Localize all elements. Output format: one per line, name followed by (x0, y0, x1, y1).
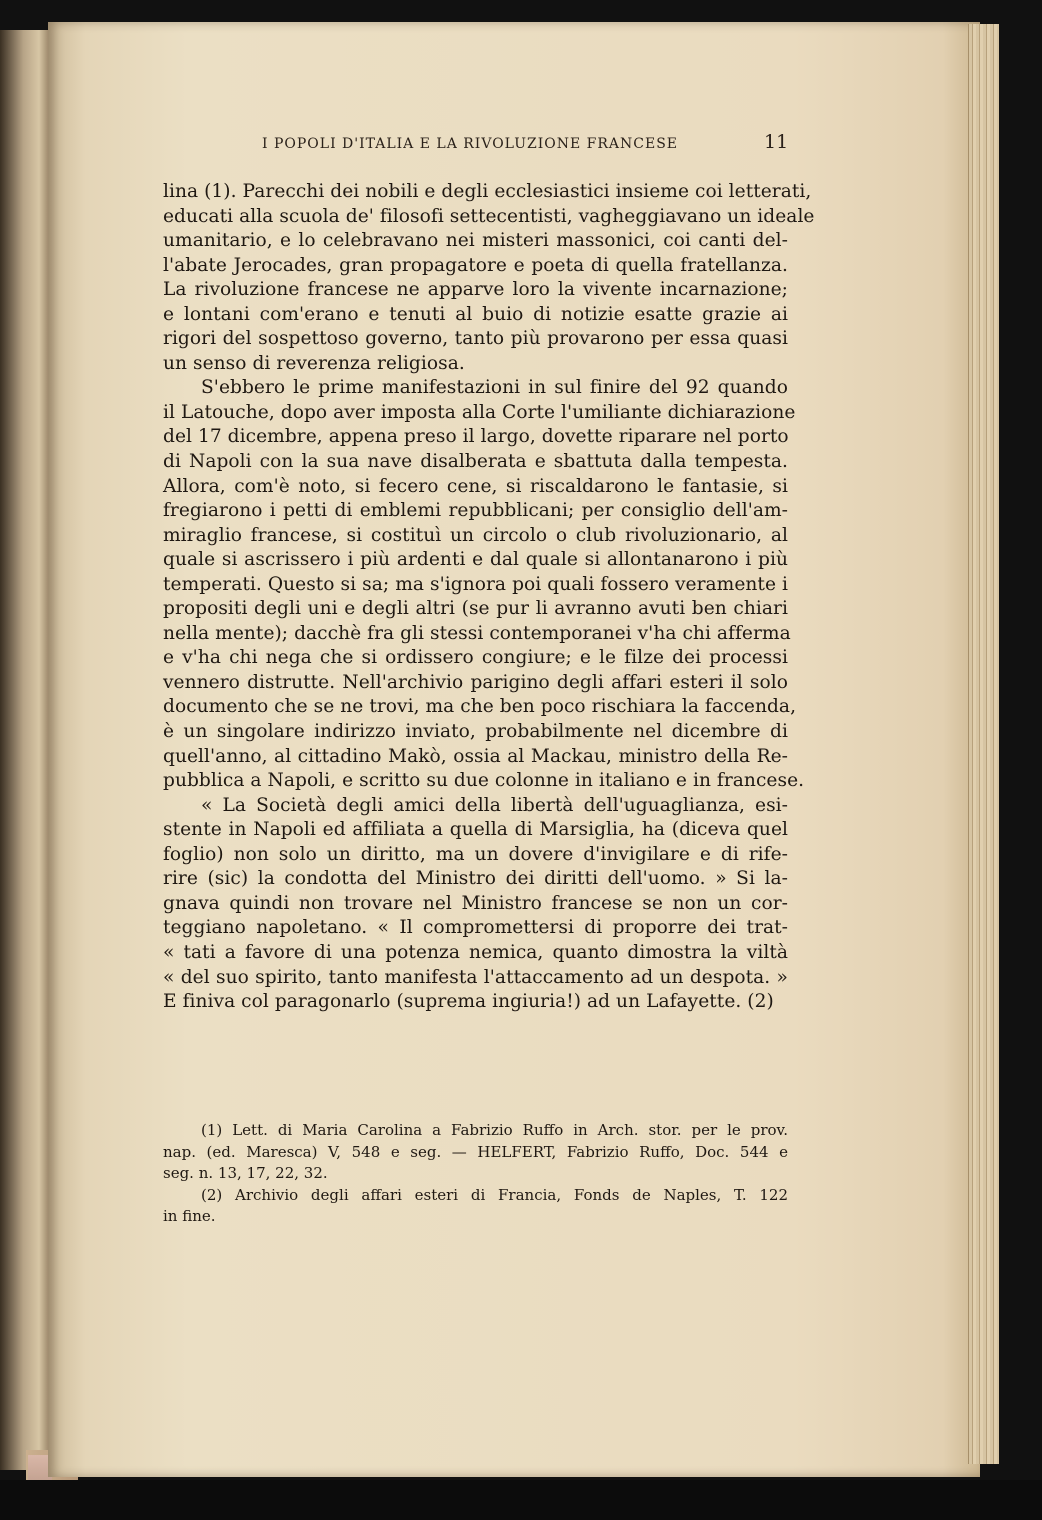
body-text (163, 180, 815, 1015)
text-line: propositi degli uni e degli altri (se pur li avranno avuti ben chiari (163, 598, 788, 620)
page-stack-edge (968, 24, 999, 1464)
text-line: rire (sic) la condotta del Ministro dei diritti dell'uomo. » Si la- (163, 868, 788, 890)
text-line: quale si ascrissero i più ardenti e dal quale si allontanarono i più (163, 549, 788, 571)
text-line: fregiarono i petti di emblemi repubblicani; per consiglio dell'am- (163, 500, 788, 522)
text-line: « La Società degli amici della libertà dell'uguaglianza, esi- (201, 794, 788, 816)
text-line: documento che se ne trovi, ma che ben poco rischiara la faccenda, (163, 696, 797, 718)
footnote-line: nap. (ed. Maresca) V, 548 e seg. — HELFERT, Fabrizio Ruffo, Doc. 544 e (163, 1142, 788, 1161)
text-line: quell'anno, al cittadino Makò, ossia al Mackau, ministro della Re- (163, 745, 788, 767)
text-line: pubblica a Napoli, e scritto su due colonne in italiano e in francese. (163, 770, 805, 792)
text-line: del 17 dicembre, appena preso il largo, dovette riparare nel porto (163, 426, 789, 448)
text-line: vennero distrutte. Nell'archivio parigino degli affari esteri il solo (163, 671, 788, 693)
text-line: è un singolare indirizzo inviato, probabilmente nel dicembre di (163, 721, 788, 743)
text-line: nella mente); dacchè fra gli stessi contemporanei v'ha chi afferma (163, 622, 791, 644)
text-line: La rivoluzione francese ne apparve loro la vivente incarnazione; (163, 279, 788, 301)
text-line: E finiva col paragonarlo (suprema ingiuria!) ad un Lafayette. (2) (163, 991, 774, 1013)
text-line: Allora, com'è noto, si fecero cene, si riscaldarono le fantasie, si (163, 475, 788, 497)
text-line: miraglio francese, si costituì un circolo o club rivoluzionario, al (163, 524, 788, 546)
text-line: umanitario, e lo celebravano nei misteri massonici, coi canti del- (163, 230, 788, 252)
footnote-line: in fine. (163, 1207, 216, 1225)
text-line: « del suo spirito, tanto manifesta l'attaccamento ad un despota. » (163, 966, 788, 988)
text-line: temperati. Questo si sa; ma s'ignora poi quali fossero veramente i (163, 573, 788, 595)
footnote-line: (1) Lett. di Maria Carolina a Fabrizio Ruffo in Arch. stor. per le prov. (201, 1121, 788, 1139)
text-line: il Latouche, dopo aver imposta alla Corte l'umiliante dichiarazione (163, 401, 796, 423)
footnotes (163, 1120, 788, 1228)
text-line: e lontani com'erano e tenuti al buio di notizie esatte grazie ai (163, 303, 788, 325)
text-line: gnava quindi non trovare nel Ministro francese se non un cor- (163, 892, 788, 914)
text-line: e v'ha chi nega che si ordissero congiure; e le filze dei processi (163, 647, 788, 669)
text-line: « tati a favore di una potenza nemica, quanto dimostra la viltà (163, 941, 788, 963)
text-line: foglio) non solo un diritto, ma un dovere d'invigilare e di rife- (163, 843, 788, 865)
text-line: lina (1). Parecchi dei nobili e degli ecclesiastici insieme coi letterati, (163, 181, 812, 202)
text-line: educati alla scuola de' filosofi settecentisti, vagheggiavano un ideale (163, 205, 815, 227)
text-line: un senso di reverenza religiosa. (163, 352, 465, 374)
text-line: stente in Napoli ed affiliata a quella di Marsiglia, ha (diceva quel (163, 819, 788, 841)
footnote-line: seg. n. 13, 17, 22, 32. (163, 1164, 328, 1182)
page-number: 11 (764, 131, 789, 153)
text-line: l'abate Jerocades, gran propagatore e poeta di quella fratellanza. (163, 254, 788, 276)
scan-background (0, 1480, 1042, 1520)
text-line: di Napoli con la sua nave disalberata e sbattuta dalla tempesta. (163, 451, 788, 473)
text-line: S'ebbero le prime manifestazioni in sul finire del 92 quando (201, 377, 788, 399)
text-line: teggiano napoletano. « Il compromettersi di proporre dei trat- (163, 917, 788, 939)
text-line: rigori del sospettoso governo, tanto più provarono per essa quasi (163, 328, 788, 350)
running-title: I POPOLI D'ITALIA E LA RIVOLUZIONE FRANCESE (262, 136, 679, 152)
left-page-edge (0, 30, 54, 1470)
footnote-line: (2) Archivio degli affari esteri di Francia, Fonds de Naples, T. 122 (201, 1185, 788, 1204)
